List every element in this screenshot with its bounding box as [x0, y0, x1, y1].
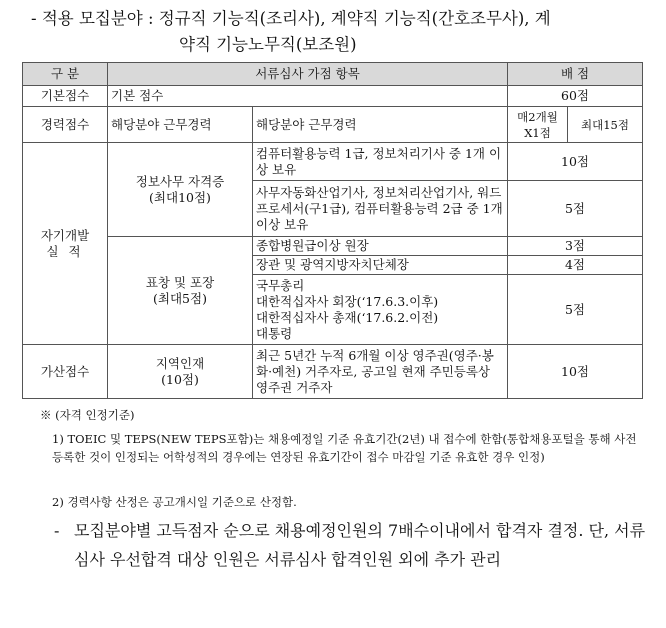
table-row — [23, 86, 643, 107]
award-item: 장관 및 광역지방자치단체장 — [253, 256, 508, 275]
notes-title: ※ (자격 인정기준) — [40, 408, 135, 422]
cert-points: 5점 — [508, 181, 643, 237]
career-sub: 해당분야 근무경력 — [108, 107, 253, 143]
basic-item: 기본 점수 — [108, 86, 508, 107]
cert-points: 10점 — [508, 143, 643, 181]
award-points: 5점 — [508, 275, 643, 345]
basic-label: 기본점수 — [23, 86, 108, 107]
bonus-sub-line2: (10점) — [161, 371, 199, 387]
award-line: 대한적십자사 총재(‘17.6.2.이전) — [256, 309, 439, 325]
bonus-points: 10점 — [508, 345, 643, 399]
bonus-label: 가산점수 — [23, 345, 108, 399]
career-item: 해당분야 근무경력 — [253, 107, 508, 143]
award-group — [108, 237, 253, 345]
table-row — [23, 237, 643, 256]
bottom-paragraph — [54, 516, 654, 574]
award-line: 대통령 — [256, 325, 293, 341]
cert-item: 사무자동화산업기사, 정보처리산업기사, 워드프로세서(구1급), 컴퓨터활용능력 2급 중 1개 이상 보유 — [253, 181, 508, 237]
selfdev-label — [23, 143, 108, 345]
table-header-row — [23, 63, 643, 86]
table-row — [23, 143, 643, 181]
cert-group-line1: 정보사무 자격증 — [135, 173, 225, 189]
award-item: 종합병원급이상 원장 — [253, 237, 508, 256]
award-group-line2: (최대5점) — [153, 290, 207, 306]
award-item — [253, 275, 508, 345]
selfdev-label-line1: 자기개발 — [40, 227, 90, 243]
cert-item: 컴퓨터활용능력 1급, 정보처리기사 중 1개 이상 보유 — [253, 143, 508, 181]
basic-points: 60점 — [508, 86, 643, 107]
career-max: 최대15점 — [568, 107, 643, 143]
intro-line2: 약직 기능노무직(보조원) — [179, 35, 357, 54]
header-points: 배 점 — [508, 63, 643, 86]
award-line: 국무총리 — [256, 277, 305, 293]
table-row — [23, 107, 643, 143]
career-label: 경력점수 — [23, 107, 108, 143]
header-items: 서류심사 가점 항목 — [108, 63, 508, 86]
award-line: 대한적십자사 회장(‘17.6.3.이후) — [256, 293, 439, 309]
table-row — [23, 345, 643, 399]
cert-group-line2: (최대10점) — [149, 189, 211, 205]
bonus-sub-line1: 지역인재 — [155, 355, 205, 371]
intro-text — [31, 6, 661, 58]
bonus-item: 최근 5년간 누적 6개월 이상 영주권(영주·봉화·예천) 거주자로, 공고일 현재 주민등록상 영주권 거주자 — [253, 345, 508, 399]
note-2: 2) 경력사항 산정은 공고개시일 기준으로 산정함. — [52, 495, 297, 509]
bottom-dash: - — [54, 521, 60, 540]
cert-group — [108, 143, 253, 237]
bottom-text: 모집분야별 고득점자 순으로 채용예정인원의 7배수이내에서 합격자 결정. 단, 서류심사 우선합격 대상 인원은 서류심사 합격인원 외에 추가 관리 — [74, 521, 646, 569]
award-points: 3점 — [508, 237, 643, 256]
header-category: 구 분 — [23, 63, 108, 86]
award-points: 4점 — [508, 256, 643, 275]
career-rate: 매2개월 X1점 — [508, 107, 568, 143]
selfdev-label-line2: 실 적 — [46, 243, 84, 259]
screening-points-table — [22, 62, 643, 399]
note-1: 1) TOEIC 및 TEPS(NEW TEPS포함)는 채용예정일 기준 유효기간(2년) 내 접수에 한함(통합채용포털을 통해 사전 등록한 것이 인정되는 어학성적의 경우에는 연장된 유효기간이 접수 마감일 기준 유효한 경우 인정) — [52, 432, 637, 464]
bonus-sub — [108, 345, 253, 399]
award-group-line1: 표창 및 포장 — [145, 274, 215, 290]
intro-line1: - 적용 모집분야 : 정규직 기능직(조리사), 계약직 기능직(간호조무사), 계 — [31, 9, 551, 28]
